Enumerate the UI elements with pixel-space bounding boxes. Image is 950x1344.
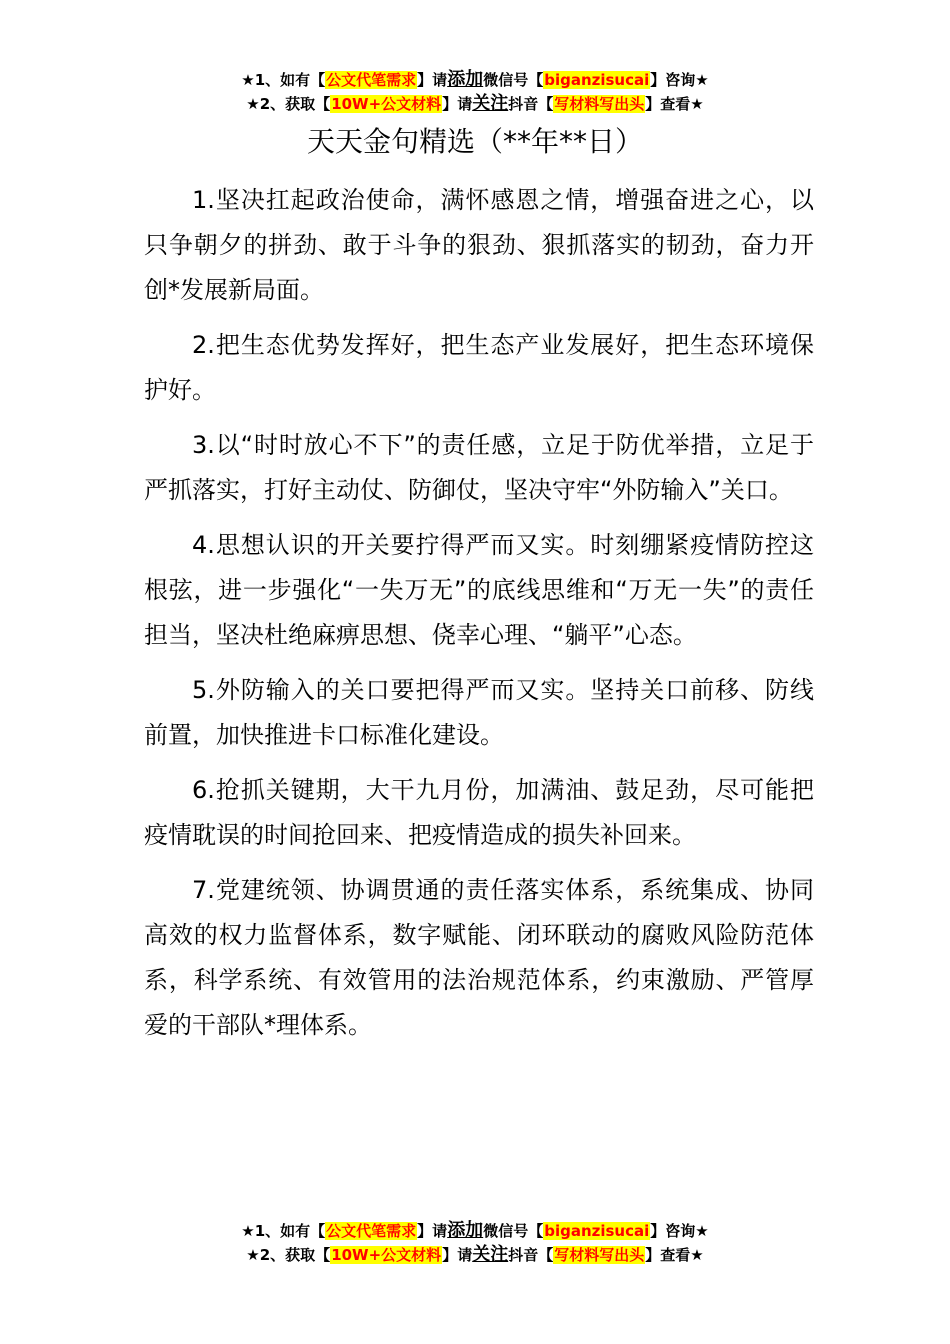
highlight-text: 10W+公文材料 (331, 95, 442, 113)
banner-line-2 (0, 1243, 950, 1267)
page-title: 天天金句精选（**年**日） (306, 125, 643, 158)
banner-line-1 (0, 68, 950, 92)
banner-text: 】咨询★ (650, 71, 709, 89)
douyin-name-highlight: 写材料写出头 (554, 1246, 645, 1264)
banner-text: 抖音【 (508, 1246, 554, 1264)
underlined-text: 添加 (447, 69, 484, 90)
bottom-banner (0, 1219, 950, 1267)
paragraph: 2.把生态优势发挥好，把生态产业发展好，把生态环境保护好。 (144, 331, 814, 404)
paragraph: 5.外防输入的关口要把得严而又实。坚持关口前移、防线前置，加快推进卡口标准化建设。 (144, 676, 814, 749)
top-banner (0, 68, 950, 116)
banner-text: ★2、获取【 (246, 95, 331, 113)
underlined-text: 关注 (472, 93, 509, 114)
highlight-text: 公文代笔需求 (326, 1222, 417, 1240)
banner-text: 】请 (417, 71, 448, 89)
wechat-id-highlight: biganzisucai (544, 1222, 650, 1240)
banner-line-2 (0, 92, 950, 116)
banner-text: 】请 (417, 1222, 448, 1240)
paragraph: 7.党建统领、协调贯通的责任落实体系，系统集成、协同高效的权力监督体系，数字赋能、闭环联动的腐败风险防范体系，科学系统、有效管用的法治规范体系，约束激励、严管厚爱的干部队*理体系。 (144, 876, 814, 1039)
banner-text: 抖音【 (508, 95, 554, 113)
underlined-text: 添加 (447, 1220, 484, 1241)
paragraph: 4.思想认识的开关要拧得严而又实。时刻绷紧疫情防控这根弦，进一步强化“一失万无”的底线思维和“万无一失”的责任担当，坚决杜绝麻痹思想、侥幸心理、“躺平”心态。 (144, 531, 814, 649)
banner-text: ★1、如有【 (241, 71, 326, 89)
banner-text: 】查看★ (645, 1246, 704, 1264)
banner-text: 】查看★ (645, 95, 704, 113)
document-body (144, 178, 814, 1058)
banner-text: 】咨询★ (650, 1222, 709, 1240)
highlight-text: 公文代笔需求 (326, 71, 417, 89)
banner-text: 】请 (442, 95, 473, 113)
paragraph: 1.坚决扛起政治使命，满怀感恩之情，增强奋进之心，以只争朝夕的拼劲、敢于斗争的狠劲、狠抓落实的韧劲，奋力开创*发展新局面。 (144, 186, 814, 304)
paragraph: 6.抢抓关键期，大干九月份，加满油、鼓足劲，尽可能把疫情耽误的时间抢回来、把疫情造成的损失补回来。 (144, 776, 814, 849)
banner-text: 微信号【 (483, 71, 544, 89)
douyin-name-highlight: 写材料写出头 (554, 95, 645, 113)
banner-text: 微信号【 (483, 1222, 544, 1240)
banner-line-1 (0, 1219, 950, 1243)
underlined-text: 关注 (472, 1244, 509, 1265)
wechat-id-highlight: biganzisucai (544, 71, 650, 89)
highlight-text: 10W+公文材料 (331, 1246, 442, 1264)
banner-text: 】请 (442, 1246, 473, 1264)
banner-text: ★2、获取【 (246, 1246, 331, 1264)
paragraph: 3.以“时时放心不下”的责任感，立足于防优举措，立足于严抓落实，打好主动仗、防御仗，坚决守牢“外防输入”关口。 (144, 431, 814, 504)
banner-text: ★1、如有【 (241, 1222, 326, 1240)
